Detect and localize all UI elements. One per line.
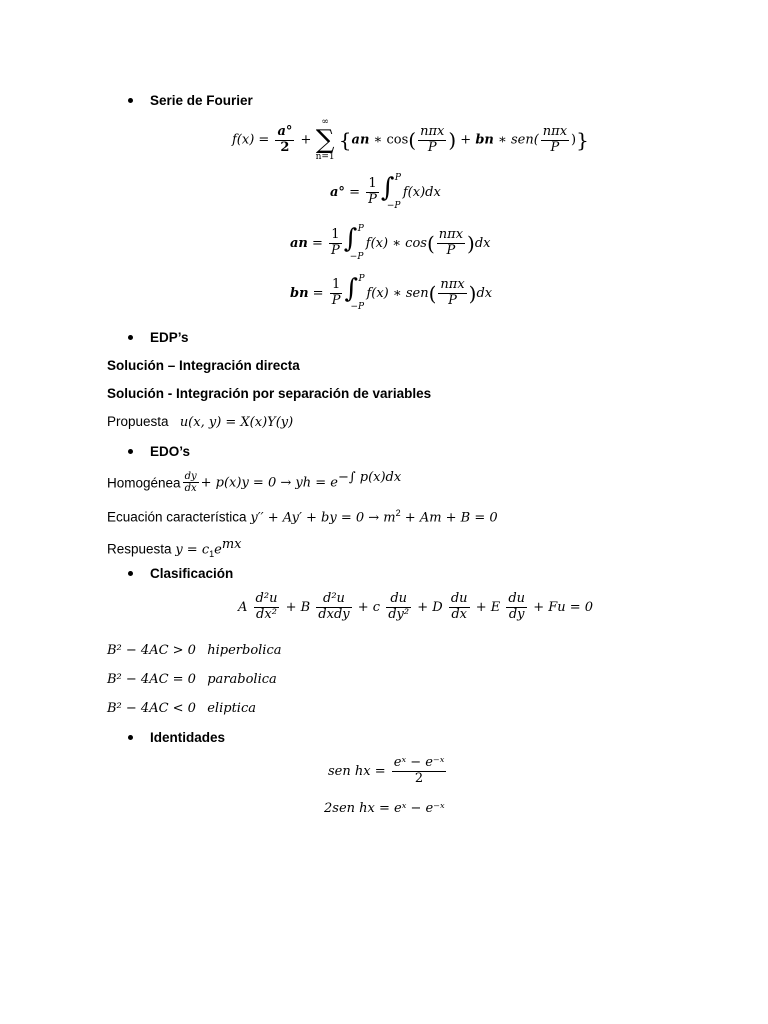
- identidad-2senh: 2sen hx = eˣ − e⁻ˣ: [324, 801, 445, 816]
- bullet-dot: [128, 335, 133, 340]
- section-identidades: Identidades: [150, 730, 226, 745]
- condicion-parabolica: B² − 4AC = 0 parabolica: [107, 672, 277, 687]
- bullet-clasificacion: [128, 566, 233, 581]
- condicion-hiperbolica: B² − 4AC > 0 hiperbolica: [107, 643, 282, 658]
- section-clasificacion: Clasificación: [150, 566, 234, 581]
- respuesta-line: Respuesta $y = c_1e^{mx}$: [107, 537, 242, 560]
- an-formula: an = $\frac{1}{P}$ ∫ P −P f(x) ∗ cos( $\frac{\text{nπx}}{P}$ )dx: [290, 224, 491, 263]
- homogenea-label: Homogénea: [107, 475, 181, 491]
- ecuacion-label: Ecuación característica: [107, 509, 247, 525]
- respuesta-label: Respuesta: [107, 541, 172, 557]
- sum-symbol: ∞ ∑ n=1: [315, 117, 335, 162]
- an-term: an: [351, 132, 370, 148]
- integral-symbol: ∫ P −P: [380, 173, 401, 212]
- section-fourier: Serie de Fourier: [150, 93, 253, 108]
- propuesta-label: Propuesta: [107, 414, 169, 429]
- bullet-identidades: [128, 730, 225, 745]
- ecuacion-caracteristica-line: Ecuación característica y′′ + Ay′ + by = $0 \to m^2 + Am + B = 0$: [107, 508, 498, 526]
- section-edp: EDP’s: [150, 330, 189, 345]
- homogenea-line: Homogénea $\frac{dy}{dx}$ + p(x)y = 0 → yh = $e^{-\int p(x)dx}$: [107, 470, 402, 495]
- section-edo: EDO’s: [150, 444, 191, 459]
- bullet-dot: [128, 98, 133, 103]
- bullet-edp: [128, 330, 189, 345]
- propuesta-formula: u(x, y) = X(x)Y(y): [179, 415, 294, 430]
- bn-formula: bn = $\frac{1}{P}$ ∫ P −P f(x) ∗ sen( $\frac{\text{nπx}}{P}$ )dx: [290, 274, 493, 313]
- condicion-eliptica: B² − 4AC < 0 eliptica: [107, 701, 256, 716]
- bullet-fourier: [128, 93, 253, 108]
- fx-label: f(x) =: [232, 132, 270, 148]
- identidad-senh: sen hx = $\frac{\text{eˣ − e⁻ˣ}}{2}$: [328, 755, 445, 786]
- clasificacion-formula: A $\frac{\text{d²u}}{\text{dx²}}$ + B $\frac{\text{d²u}}{\text{dxdy}}$ + c $\frac{du}{\text{dy²}}$ + D $\frac{du}{dx}$ + E $\frac{du}{dy}$ + Fu = 0: [238, 591, 594, 622]
- integral-symbol: ∫ P −P: [344, 274, 365, 313]
- bn-term: bn: [475, 132, 494, 148]
- bullet-dot: [128, 449, 133, 454]
- bullet-dot: [128, 571, 133, 576]
- heading-integracion-directa: Solución – Integración directa: [107, 358, 300, 373]
- heading-separacion-variables: Solución - Integración por separación de variables: [107, 386, 432, 401]
- fourier-series-formula: f(x) = $\frac{a^\circ}{2}$ + ∞ ∑ n=1 {an ∗ cos( $\frac{\text{nπx}}{P}$ ) + bn ∗ sen( $\frac{\text{nπx}}{P}$ )}: [232, 117, 589, 162]
- propuesta-line: [107, 414, 293, 430]
- bullet-edo: [128, 444, 190, 459]
- integral-symbol: ∫ P −P: [343, 224, 364, 263]
- a0-over-2: $\frac{a^\circ}{2}$: [277, 123, 293, 155]
- a0-formula: a° = $\frac{1}{P}$ ∫ P −P f(x)dx: [330, 173, 441, 212]
- bullet-dot: [128, 735, 133, 740]
